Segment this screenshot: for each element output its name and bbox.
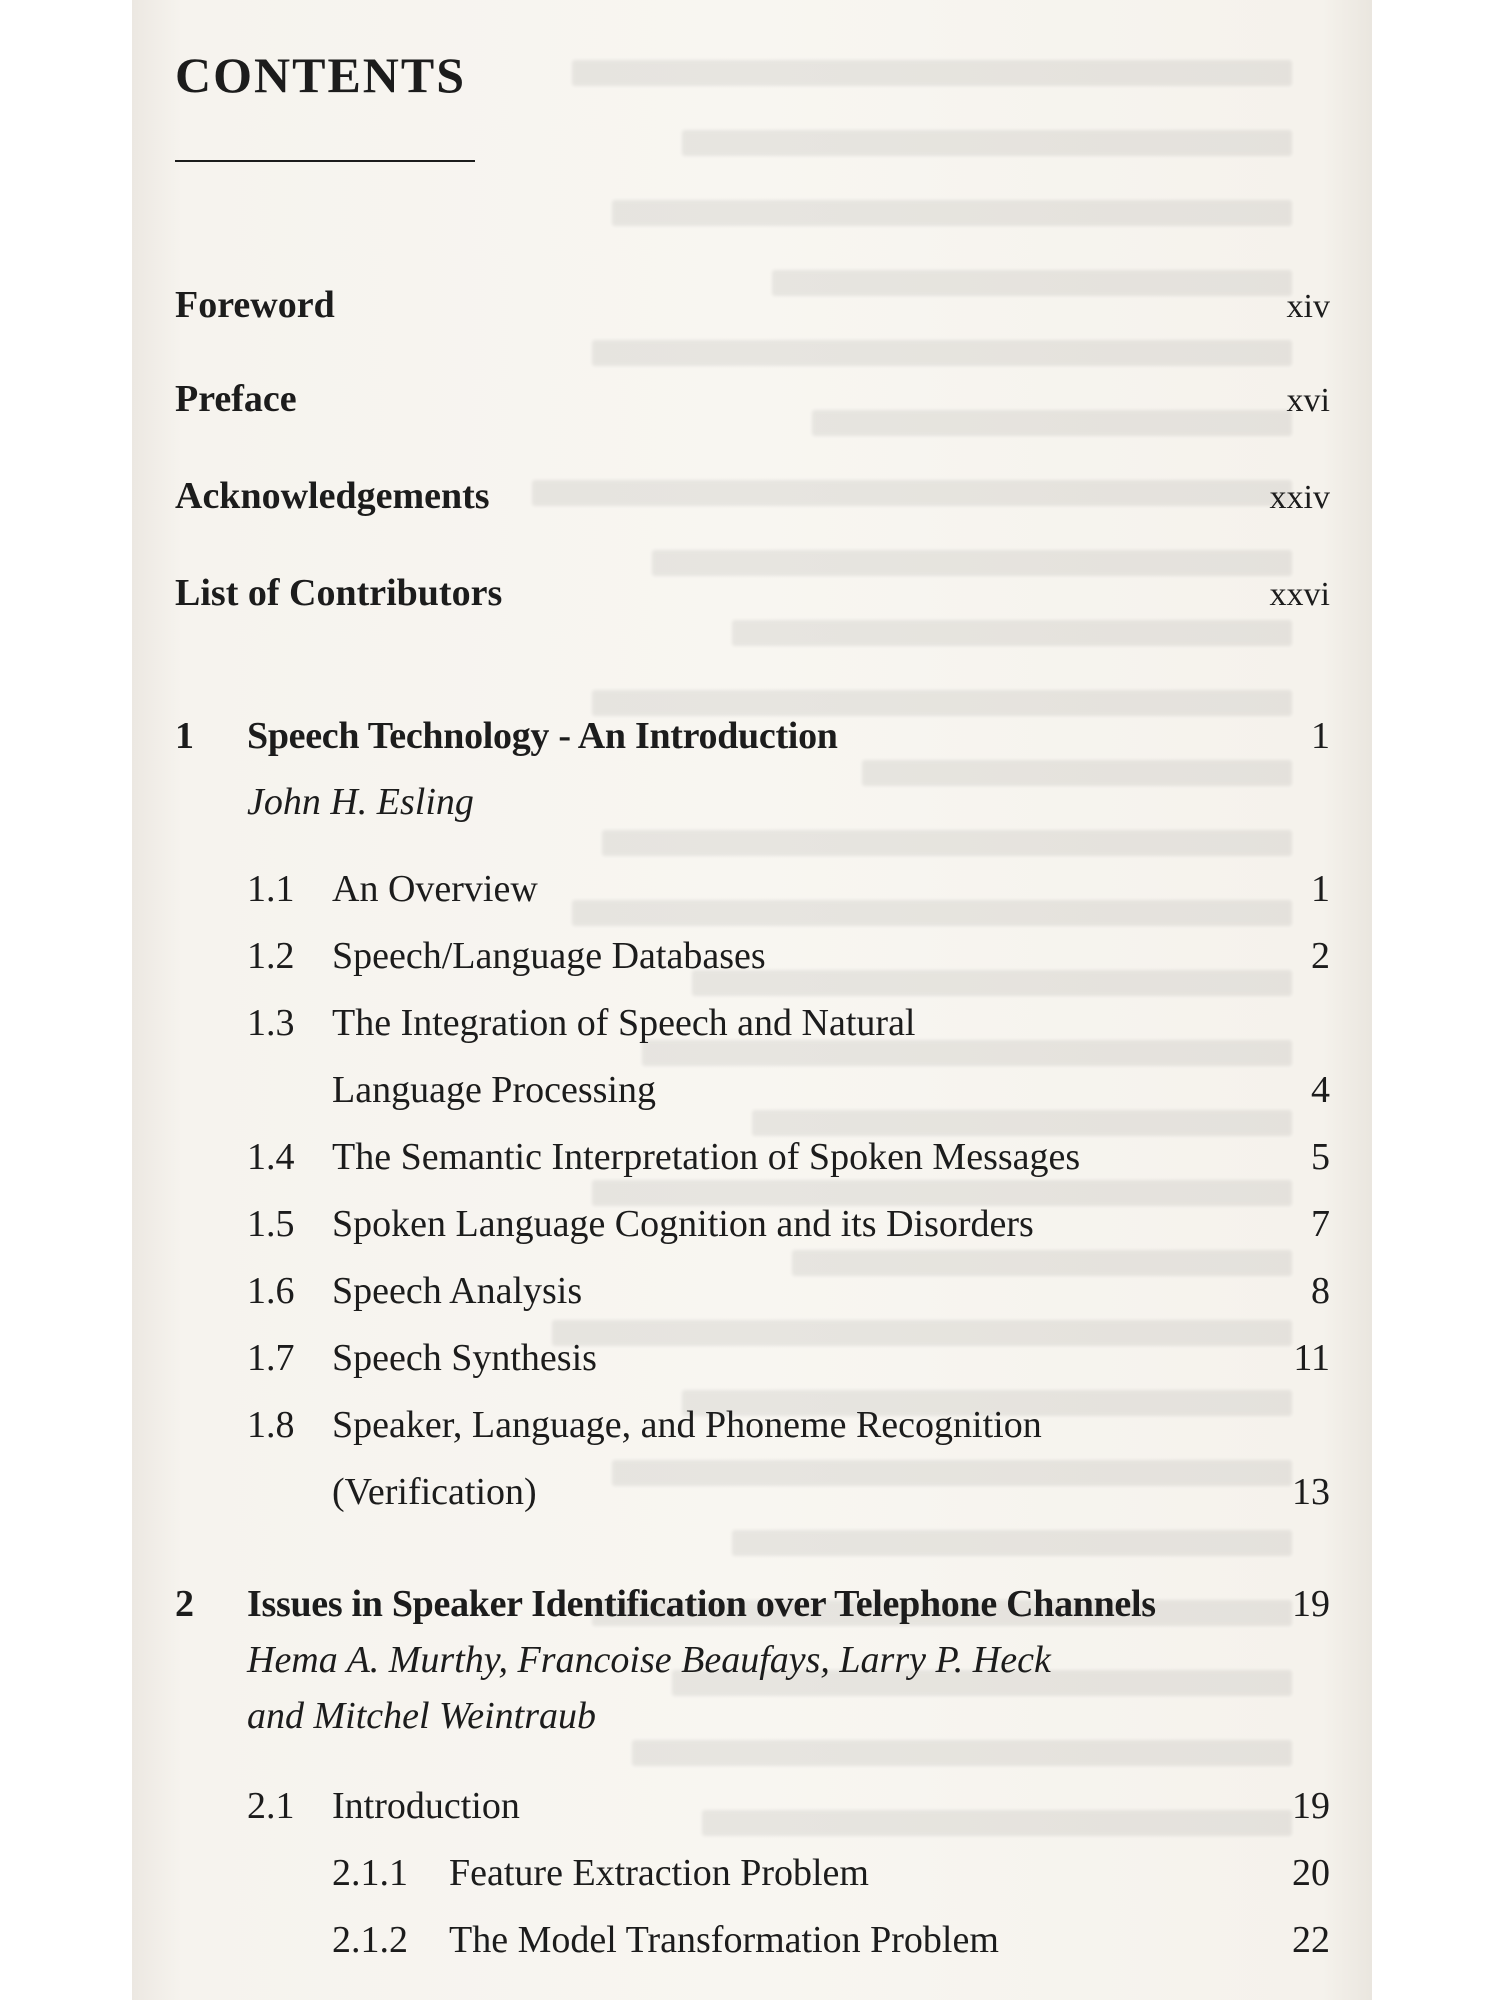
section-page: 19	[1292, 1785, 1330, 1827]
section-number: 1.4	[247, 1136, 295, 1178]
section-title: Introduction	[332, 1785, 520, 1827]
section-title: The Integration of Speech and Natural	[332, 1002, 916, 1044]
toc-section-1-3-continuation[interactable]	[332, 1068, 1330, 1112]
section-page: 7	[1311, 1203, 1330, 1245]
section-page: 8	[1311, 1270, 1330, 1312]
subsection-title: The Model Transformation Problem	[449, 1919, 999, 1961]
toc-section-1-8[interactable]	[247, 1403, 1330, 1447]
toc-section-1-8-continuation[interactable]	[332, 1470, 1330, 1514]
section-number: 1.6	[247, 1270, 295, 1312]
toc-section-1-6[interactable]	[247, 1269, 1330, 1313]
toc-section-1-7[interactable]	[247, 1336, 1330, 1380]
section-number: 1.5	[247, 1203, 295, 1245]
section-number: 1.1	[247, 868, 295, 910]
chapter-number: 2	[175, 1583, 194, 1625]
toc-section-1-5[interactable]	[247, 1202, 1330, 1246]
section-title: Speech Analysis	[332, 1270, 583, 1312]
section-title: Spoken Language Cognition and its Disorders	[332, 1203, 1034, 1245]
chapter-1-author: John H. Esling	[247, 781, 474, 823]
section-page: 13	[1292, 1471, 1330, 1513]
subsection-title: Feature Extraction Problem	[449, 1852, 869, 1894]
toc-section-1-3[interactable]	[247, 1001, 1330, 1045]
section-number: 1.7	[247, 1337, 295, 1379]
entry-page: xvi	[1286, 382, 1330, 419]
page-title: CONTENTS	[175, 47, 467, 103]
chapter-page: 1	[1311, 715, 1330, 757]
entry-title: List of Contributors	[175, 572, 503, 614]
toc-section-1-2[interactable]	[247, 934, 1330, 978]
section-page: 5	[1311, 1136, 1330, 1178]
chapter-page: 19	[1292, 1583, 1330, 1625]
subsection-number: 2.1.1	[332, 1852, 408, 1894]
section-page: 4	[1311, 1069, 1330, 1111]
entry-page: xxiv	[1269, 479, 1330, 516]
subsection-page: 22	[1292, 1919, 1330, 1961]
toc-chapter-1[interactable]	[175, 714, 1330, 764]
section-page: 11	[1293, 1337, 1330, 1379]
section-page: 1	[1311, 868, 1330, 910]
section-number: 1.8	[247, 1404, 295, 1446]
subsection-page: 20	[1292, 1852, 1330, 1894]
section-title: Speech/Language Databases	[332, 935, 766, 977]
toc-section-1-1[interactable]	[247, 867, 1330, 911]
toc-entry-list-of-contributors[interactable]	[175, 571, 1330, 621]
toc-entry-foreword[interactable]	[175, 283, 1330, 333]
section-title: An Overview	[332, 868, 538, 910]
chapter-title: Issues in Speaker Identification over Telephone Channels	[247, 1583, 1156, 1625]
chapter-2-authors-line-1: Hema A. Murthy, Francoise Beaufays, Larry P. Heck	[247, 1639, 1051, 1681]
toc-subsection-2-1-2[interactable]	[332, 1918, 1330, 1962]
title-underline	[175, 160, 475, 162]
toc-subsection-2-1-1[interactable]	[332, 1851, 1330, 1895]
subsection-number: 2.1.2	[332, 1919, 408, 1961]
section-number: 1.3	[247, 1002, 295, 1044]
toc-entry-acknowledgements[interactable]	[175, 474, 1330, 524]
entry-page: xxvi	[1269, 576, 1330, 613]
chapter-number: 1	[175, 715, 194, 757]
section-title-continuation: Language Processing	[332, 1069, 656, 1111]
chapter-2-authors-line-2: and Mitchel Weintraub	[247, 1695, 596, 1737]
toc-entry-preface[interactable]	[175, 377, 1330, 427]
section-number: 2.1	[247, 1785, 295, 1827]
entry-title: Foreword	[175, 284, 335, 326]
section-title-continuation: (Verification)	[332, 1471, 537, 1513]
entry-title: Preface	[175, 378, 297, 420]
section-title: Speech Synthesis	[332, 1337, 597, 1379]
section-title: The Semantic Interpretation of Spoken Messages	[332, 1136, 1081, 1178]
toc-chapter-2[interactable]	[175, 1582, 1330, 1632]
toc-section-1-4[interactable]	[247, 1135, 1330, 1179]
chapter-title: Speech Technology - An Introduction	[247, 715, 838, 757]
section-number: 1.2	[247, 935, 295, 977]
toc-section-2-1[interactable]	[247, 1784, 1330, 1828]
entry-title: Acknowledgements	[175, 475, 490, 517]
section-title: Speaker, Language, and Phoneme Recognition	[332, 1404, 1042, 1446]
entry-page: xiv	[1286, 288, 1330, 325]
section-page: 2	[1311, 935, 1330, 977]
